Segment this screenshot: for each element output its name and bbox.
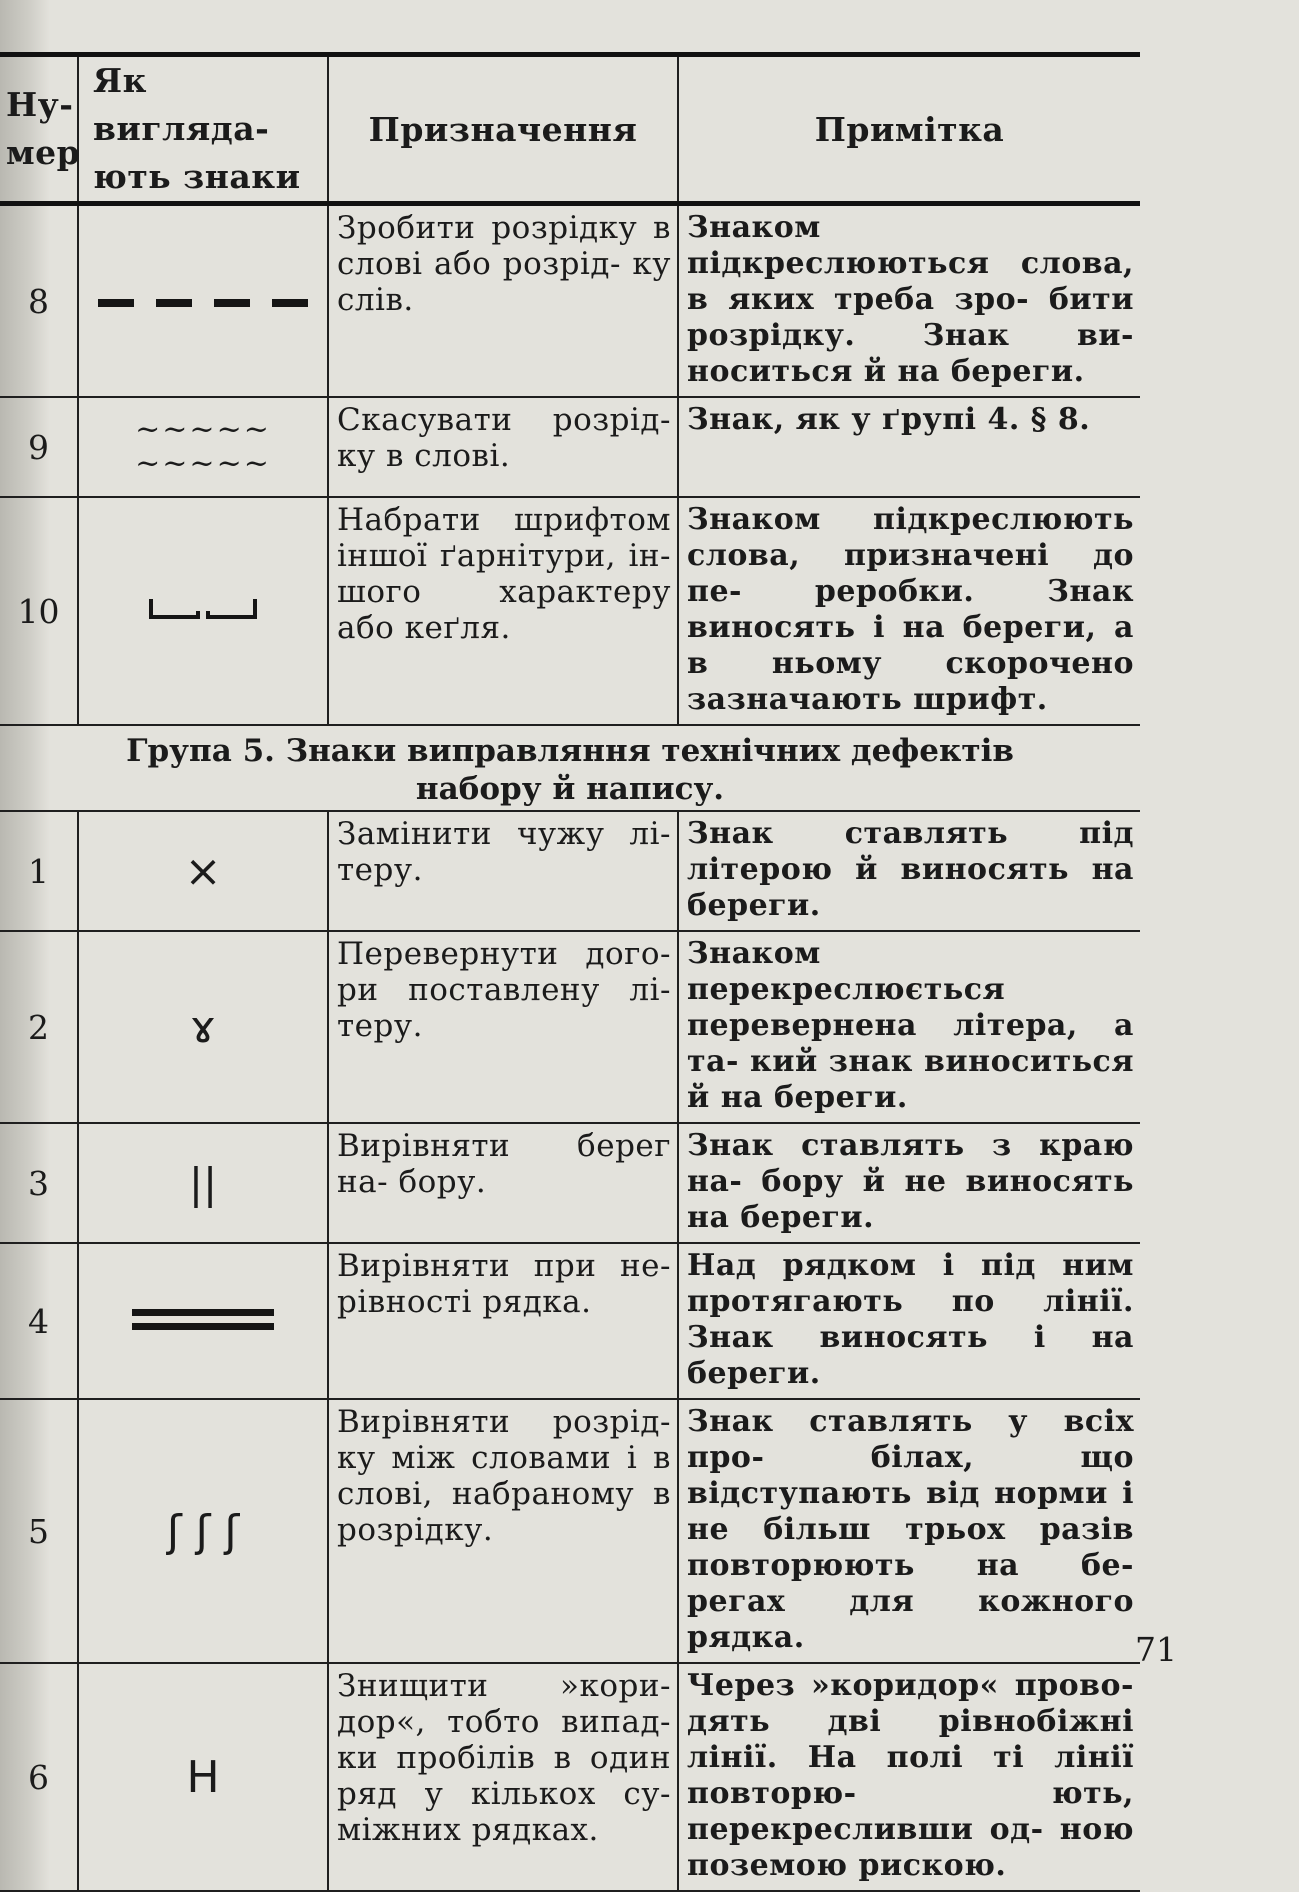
page-number: 71 [1135, 1630, 1177, 1669]
row-note: Знаком підкреслюються слова, в яких треба зро- бити розрідку. Знак ви- носиться й на береги. [678, 204, 1140, 398]
double-wavy-underline-icon: ~~~~~ ~~~~~ [78, 397, 328, 497]
spacing-marks-icon: ʃ ʃ ʃ [78, 1399, 328, 1663]
header-note: Примітка [678, 55, 1140, 204]
table-row [0, 204, 1140, 398]
row-note: Знаком перекреслюється перевернена літера, а та- кий знак виноситься й на береги. [678, 931, 1140, 1123]
row-number: 9 [0, 397, 78, 497]
row-note: Знак ставлять у всіх про- білах, що відступають від норми і не більш трьох разів повторюють на бе- регах для кожного рядка. [678, 1399, 1140, 1663]
row-number: 5 [0, 1399, 78, 1663]
corridor-icon: H [78, 1663, 328, 1891]
table-row [0, 931, 1140, 1123]
table-row [0, 397, 1140, 497]
dashed-underline-icon [78, 204, 328, 398]
row-note: Над рядком і під ним протягають по лінії. Знак виносять і на береги. [678, 1243, 1140, 1399]
row-number: 6 [0, 1663, 78, 1891]
table-header-row [0, 55, 1140, 204]
table-row [0, 1663, 1140, 1891]
table-row [0, 1123, 1140, 1243]
row-purpose: Перевернути дого- ри поставлену лі- теру. [328, 931, 678, 1123]
row-number: 8 [0, 204, 78, 398]
row-note: Знак ставлять з краю на- бору й не виносять на береги. [678, 1123, 1140, 1243]
group-5-heading: Група 5. Знаки виправляння технічних дефектів набору й напису. [0, 725, 1140, 811]
table-row [0, 1243, 1140, 1399]
proofreading-marks-table [0, 52, 1140, 1892]
row-note: Знак ставлять під літерою й виносять на береги. [678, 811, 1140, 931]
bracket-underline-icon [78, 497, 328, 725]
row-number: 3 [0, 1123, 78, 1243]
row-number: 4 [0, 1243, 78, 1399]
table-row [0, 1399, 1140, 1663]
row-number: 10 [0, 497, 78, 725]
row-note: Знак, як у ґрупі 4. § 8. [678, 397, 1140, 497]
double-vertical-bar-icon: || [78, 1123, 328, 1243]
header-appearance: Як вигляда- ють знаки [78, 55, 328, 204]
row-purpose: Знищити »кори- дор«, тобто випад- ки пробілів в один ряд у кількох су- міжних рядках. [328, 1663, 678, 1891]
double-horizontal-line-icon [78, 1243, 328, 1399]
row-purpose: Вирівняти розрід- ку між словами і в слові, набраному в розрідку. [328, 1399, 678, 1663]
row-purpose: Вирівняти при не- рівності рядка. [328, 1243, 678, 1399]
group-heading-row [0, 725, 1140, 811]
row-purpose: Зробити розрідку в слові або розрід- ку слів. [328, 204, 678, 398]
row-note: Знаком підкреслюють слова, призначені до пе- реробки. Знак виносять і на береги, а в ньому скорочено зазначають шрифт. [678, 497, 1140, 725]
header-purpose: Призначення [328, 55, 678, 204]
cross-icon: × [78, 811, 328, 931]
flip-letter-icon: ɤ [78, 931, 328, 1123]
row-purpose: Скасувати розрід- ку в слові. [328, 397, 678, 497]
row-number: 2 [0, 931, 78, 1123]
row-number: 1 [0, 811, 78, 931]
header-number: Ну- мер [0, 55, 78, 204]
table-row [0, 811, 1140, 931]
row-purpose: Замінити чужу лі- теру. [328, 811, 678, 931]
row-note: Через »коридор« прово- дять дві рівнобіжні лінії. На полі ті лінії повторю- ють, перекресливши од- ною поземою рискою. [678, 1663, 1140, 1891]
table-row [0, 497, 1140, 725]
row-purpose: Набрати шрифтом іншої ґарнітури, ін- шого характеру або кеґля. [328, 497, 678, 725]
row-purpose: Вирівняти берег на- бору. [328, 1123, 678, 1243]
